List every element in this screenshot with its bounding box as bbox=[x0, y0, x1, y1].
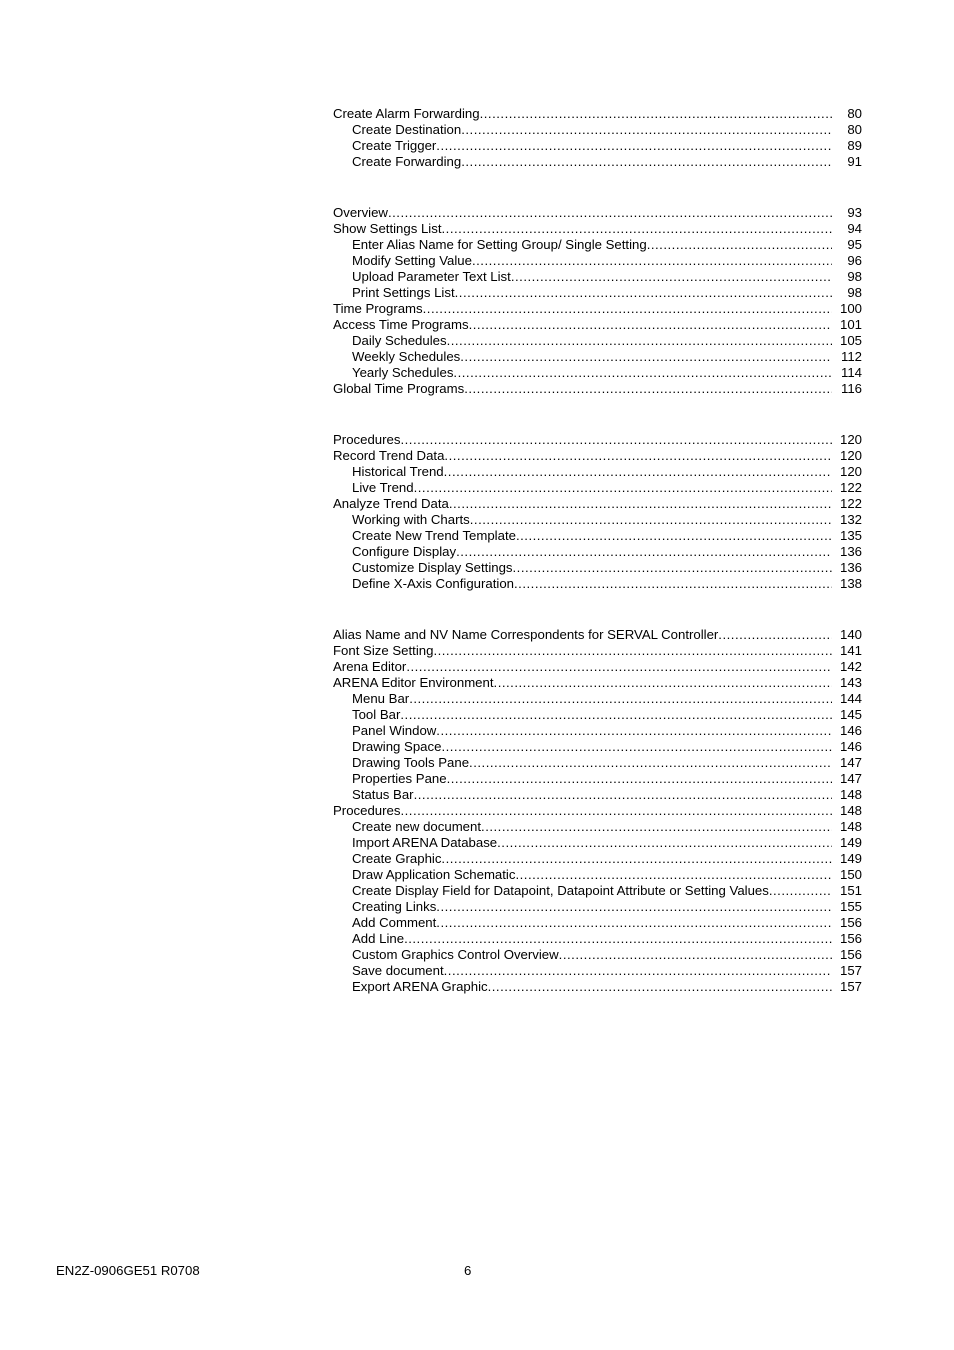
dot-leader bbox=[423, 301, 832, 317]
toc-entry-title: Procedures bbox=[333, 803, 401, 818]
toc-entry-title: Drawing Tools Pane bbox=[352, 755, 470, 770]
toc-entry-title: Menu Bar bbox=[352, 691, 410, 706]
toc-entry[interactable] bbox=[333, 755, 862, 771]
toc-entry[interactable] bbox=[333, 528, 862, 544]
toc-entry-title: Create Graphic bbox=[352, 851, 442, 866]
toc-entry-title: Overview bbox=[333, 205, 388, 220]
toc-entry-page: 146 bbox=[839, 739, 862, 754]
toc-entry-title: Custom Graphics Control Overview bbox=[352, 947, 559, 962]
dot-leader bbox=[436, 138, 832, 154]
dot-leader bbox=[515, 867, 832, 883]
toc-entry[interactable] bbox=[333, 138, 862, 154]
toc-entry-page: 98 bbox=[847, 285, 862, 300]
toc-entry-title: Historical Trend bbox=[352, 464, 444, 479]
dot-leader bbox=[400, 432, 832, 448]
dot-leader bbox=[464, 381, 832, 397]
toc-entry[interactable] bbox=[333, 803, 862, 819]
toc-entry-page: 136 bbox=[839, 560, 862, 575]
toc-entry-page: 120 bbox=[839, 432, 862, 447]
toc-entry[interactable] bbox=[333, 221, 862, 237]
toc-entry-page: 141 bbox=[839, 643, 862, 658]
dot-leader bbox=[513, 560, 832, 576]
toc-entry[interactable] bbox=[333, 269, 862, 285]
dot-leader bbox=[514, 576, 832, 592]
toc-entry-title: Panel Window bbox=[352, 723, 437, 738]
toc-entry-page: 146 bbox=[839, 723, 862, 738]
dot-leader bbox=[488, 979, 832, 995]
toc-entry[interactable] bbox=[333, 835, 862, 851]
toc-entry-title: Create Destination bbox=[352, 122, 462, 137]
dot-leader bbox=[436, 915, 832, 931]
toc-entry-title: Tool Bar bbox=[352, 707, 401, 722]
dot-leader bbox=[718, 627, 832, 643]
toc-entry-title: Draw Application Schematic bbox=[352, 867, 516, 882]
toc-section bbox=[333, 627, 862, 995]
toc-entry-title: Procedures bbox=[333, 432, 401, 447]
dot-leader bbox=[516, 528, 832, 544]
toc-entry[interactable] bbox=[333, 122, 862, 138]
toc-entry-page: 96 bbox=[847, 253, 862, 268]
toc-section bbox=[333, 205, 862, 397]
toc-section bbox=[333, 106, 862, 170]
toc-entry-page: 114 bbox=[840, 365, 862, 380]
toc-entry[interactable] bbox=[333, 205, 862, 221]
toc-entry-page: 122 bbox=[839, 496, 862, 511]
dot-leader bbox=[442, 221, 833, 237]
toc-entry[interactable] bbox=[333, 659, 862, 675]
toc-entry-page: 147 bbox=[839, 771, 862, 786]
toc-entry-title: Save document bbox=[352, 963, 444, 978]
dot-leader bbox=[444, 963, 832, 979]
toc-entry-title: Add Comment bbox=[352, 915, 437, 930]
dot-leader bbox=[414, 787, 832, 803]
toc-entry-page: 138 bbox=[839, 576, 862, 591]
dot-leader bbox=[404, 931, 832, 947]
toc-entry[interactable] bbox=[333, 867, 862, 883]
toc-entry-page: 149 bbox=[839, 851, 862, 866]
toc-entry-page: 155 bbox=[839, 899, 862, 914]
toc-entry[interactable] bbox=[333, 480, 862, 496]
dot-leader bbox=[511, 269, 832, 285]
toc-entry-page: 142 bbox=[839, 659, 862, 674]
toc-entry[interactable] bbox=[333, 899, 862, 915]
toc-entry-title: Time Programs bbox=[333, 301, 423, 316]
toc-entry[interactable] bbox=[333, 154, 862, 170]
dot-leader bbox=[406, 659, 832, 675]
toc-entry[interactable] bbox=[333, 496, 862, 512]
toc-entry-page: 150 bbox=[839, 867, 862, 882]
dot-leader bbox=[470, 512, 832, 528]
dot-leader bbox=[460, 349, 832, 365]
toc-entry-title: Create Alarm Forwarding bbox=[333, 106, 480, 121]
toc-entry-page: 148 bbox=[839, 787, 862, 802]
dot-leader bbox=[400, 707, 832, 723]
toc-entry[interactable] bbox=[333, 883, 862, 899]
toc-entry-title: Modify Setting Value bbox=[352, 253, 472, 268]
toc-entry-title: Weekly Schedules bbox=[352, 349, 461, 364]
toc-entry-title: Show Settings List bbox=[333, 221, 442, 236]
toc-section bbox=[333, 432, 862, 592]
dot-leader bbox=[456, 544, 832, 560]
dot-leader bbox=[409, 691, 832, 707]
toc-entry[interactable] bbox=[333, 707, 862, 723]
toc-entry[interactable] bbox=[333, 819, 862, 835]
dot-leader bbox=[388, 205, 832, 221]
toc-entry[interactable] bbox=[333, 448, 862, 464]
toc-entry-title: Define X-Axis Configuration bbox=[352, 576, 514, 591]
toc-entry-page: 105 bbox=[839, 333, 862, 348]
dot-leader bbox=[436, 899, 832, 915]
toc-entry-title: Access Time Programs bbox=[333, 317, 469, 332]
toc-entry[interactable] bbox=[333, 627, 862, 643]
toc-entry-title: Create new document bbox=[352, 819, 482, 834]
dot-leader bbox=[447, 333, 832, 349]
toc-entry[interactable] bbox=[333, 947, 862, 963]
dot-leader bbox=[441, 851, 832, 867]
dot-leader bbox=[444, 448, 832, 464]
toc-entry-title: Daily Schedules bbox=[352, 333, 447, 348]
toc-entry-page: 151 bbox=[839, 883, 862, 898]
toc-entry[interactable] bbox=[333, 915, 862, 931]
toc-entry[interactable] bbox=[333, 512, 862, 528]
dot-leader bbox=[469, 755, 832, 771]
toc-entry-page: 120 bbox=[839, 448, 862, 463]
toc-entry-page: 80 bbox=[847, 122, 862, 137]
toc-entry-title: Export ARENA Graphic bbox=[352, 979, 488, 994]
toc-entry-page: 122 bbox=[839, 480, 862, 495]
toc-entry-page: 148 bbox=[839, 803, 862, 818]
toc-entry[interactable] bbox=[333, 979, 862, 995]
toc-entry[interactable] bbox=[333, 301, 862, 317]
toc-entry[interactable] bbox=[333, 237, 862, 253]
toc-entry-page: 116 bbox=[840, 381, 862, 396]
toc-entry[interactable] bbox=[333, 691, 862, 707]
dot-leader bbox=[453, 365, 832, 381]
dot-leader bbox=[414, 480, 832, 496]
toc-entry-page: 98 bbox=[847, 269, 862, 284]
toc-entry[interactable] bbox=[333, 787, 862, 803]
toc-entry-page: 148 bbox=[839, 819, 862, 834]
toc-entry-page: 144 bbox=[839, 691, 862, 706]
toc-entry-title: Drawing Space bbox=[352, 739, 442, 754]
dot-leader bbox=[433, 643, 832, 659]
toc-entry-title: Create Forwarding bbox=[352, 154, 462, 169]
toc-entry-title: Create Trigger bbox=[352, 138, 437, 153]
toc-entry-page: 145 bbox=[839, 707, 862, 722]
toc-entry[interactable] bbox=[333, 544, 862, 560]
dot-leader bbox=[455, 285, 832, 301]
toc-entry-title: Yearly Schedules bbox=[352, 365, 454, 380]
toc-entry-title: ARENA Editor Environment bbox=[333, 675, 494, 690]
dot-leader bbox=[494, 675, 832, 691]
dot-leader bbox=[469, 317, 832, 333]
dot-leader bbox=[461, 154, 832, 170]
toc-entry-title: Print Settings List bbox=[352, 285, 455, 300]
toc-entry-page: 94 bbox=[847, 221, 862, 236]
toc-entry-page: 149 bbox=[839, 835, 862, 850]
toc-entry[interactable] bbox=[333, 285, 862, 301]
toc-entry-page: 91 bbox=[847, 154, 862, 169]
dot-leader bbox=[769, 883, 832, 899]
dot-leader bbox=[436, 723, 832, 739]
toc-entry-title: Live Trend bbox=[352, 480, 414, 495]
toc-entry-title: Create New Trend Template bbox=[352, 528, 516, 543]
toc-entry-title: Properties Pane bbox=[352, 771, 447, 786]
toc-entry-page: 156 bbox=[839, 947, 862, 962]
toc-entry[interactable] bbox=[333, 643, 862, 659]
toc-entry-title: Creating Links bbox=[352, 899, 437, 914]
table-of-contents bbox=[333, 106, 862, 995]
toc-entry-title: Arena Editor bbox=[333, 659, 407, 674]
toc-entry-title: Status Bar bbox=[352, 787, 414, 802]
dot-leader bbox=[559, 947, 832, 963]
dot-leader bbox=[447, 771, 832, 787]
toc-entry-page: 136 bbox=[839, 544, 862, 559]
toc-entry[interactable] bbox=[333, 771, 862, 787]
toc-entry[interactable] bbox=[333, 349, 862, 365]
dot-leader bbox=[441, 739, 832, 755]
toc-entry-page: 95 bbox=[847, 237, 862, 252]
toc-entry-page: 135 bbox=[839, 528, 862, 543]
toc-entry-title: Record Trend Data bbox=[333, 448, 445, 463]
toc-entry[interactable] bbox=[333, 317, 862, 333]
toc-entry-title: Create Display Field for Datapoint, Datapoint Attribute or Setting Values bbox=[352, 883, 769, 898]
toc-entry-page: 156 bbox=[839, 915, 862, 930]
toc-entry-title: Font Size Setting bbox=[333, 643, 434, 658]
toc-entry-page: 132 bbox=[839, 512, 862, 527]
dot-leader bbox=[461, 122, 832, 138]
toc-entry-page: 143 bbox=[839, 675, 862, 690]
toc-entry-title: Alias Name and NV Name Correspondents for SERVAL Controller bbox=[333, 627, 719, 642]
toc-entry-title: Add Line bbox=[352, 931, 405, 946]
toc-entry-page: 93 bbox=[847, 205, 862, 220]
toc-entry[interactable] bbox=[333, 464, 862, 480]
dot-leader bbox=[481, 819, 832, 835]
toc-entry[interactable] bbox=[333, 253, 862, 269]
footer-page-number: 6 bbox=[464, 1263, 472, 1278]
toc-entry-page: 112 bbox=[840, 349, 862, 364]
toc-entry-page: 157 bbox=[839, 963, 862, 978]
toc-entry-page: 140 bbox=[839, 627, 862, 642]
toc-entry[interactable] bbox=[333, 381, 862, 397]
dot-leader bbox=[444, 464, 832, 480]
toc-entry[interactable] bbox=[333, 931, 862, 947]
toc-entry-page: 101 bbox=[839, 317, 862, 332]
dot-leader bbox=[480, 106, 832, 122]
toc-entry[interactable] bbox=[333, 333, 862, 349]
toc-entry-title: Import ARENA Database bbox=[352, 835, 498, 850]
toc-entry-page: 100 bbox=[839, 301, 862, 316]
dot-leader bbox=[647, 237, 832, 253]
toc-entry-page: 120 bbox=[839, 464, 862, 479]
toc-entry-title: Global Time Programs bbox=[333, 381, 465, 396]
toc-entry[interactable] bbox=[333, 723, 862, 739]
toc-entry[interactable] bbox=[333, 576, 862, 592]
toc-entry-title: Customize Display Settings bbox=[352, 560, 513, 575]
toc-entry[interactable] bbox=[333, 560, 862, 576]
toc-entry[interactable] bbox=[333, 851, 862, 867]
dot-leader bbox=[497, 835, 832, 851]
toc-entry-page: 157 bbox=[839, 979, 862, 994]
dot-leader bbox=[449, 496, 832, 512]
toc-entry[interactable] bbox=[333, 365, 862, 381]
toc-entry[interactable] bbox=[333, 675, 862, 691]
toc-entry-page: 89 bbox=[847, 138, 862, 153]
toc-entry[interactable] bbox=[333, 432, 862, 448]
toc-entry-page: 80 bbox=[847, 106, 862, 121]
toc-entry[interactable] bbox=[333, 106, 862, 122]
footer-doc-number: EN2Z-0906GE51 R0708 bbox=[56, 1263, 200, 1278]
toc-entry-page: 147 bbox=[839, 755, 862, 770]
toc-entry-page: 156 bbox=[839, 931, 862, 946]
toc-entry[interactable] bbox=[333, 739, 862, 755]
dot-leader bbox=[472, 253, 832, 269]
toc-entry-title: Working with Charts bbox=[352, 512, 470, 527]
toc-entry-title: Upload Parameter Text List bbox=[352, 269, 511, 284]
toc-entry-title: Analyze Trend Data bbox=[333, 496, 449, 511]
toc-entry[interactable] bbox=[333, 963, 862, 979]
toc-entry-title: Enter Alias Name for Setting Group/ Single Setting bbox=[352, 237, 647, 252]
toc-entry-title: Configure Display bbox=[352, 544, 457, 559]
dot-leader bbox=[400, 803, 832, 819]
